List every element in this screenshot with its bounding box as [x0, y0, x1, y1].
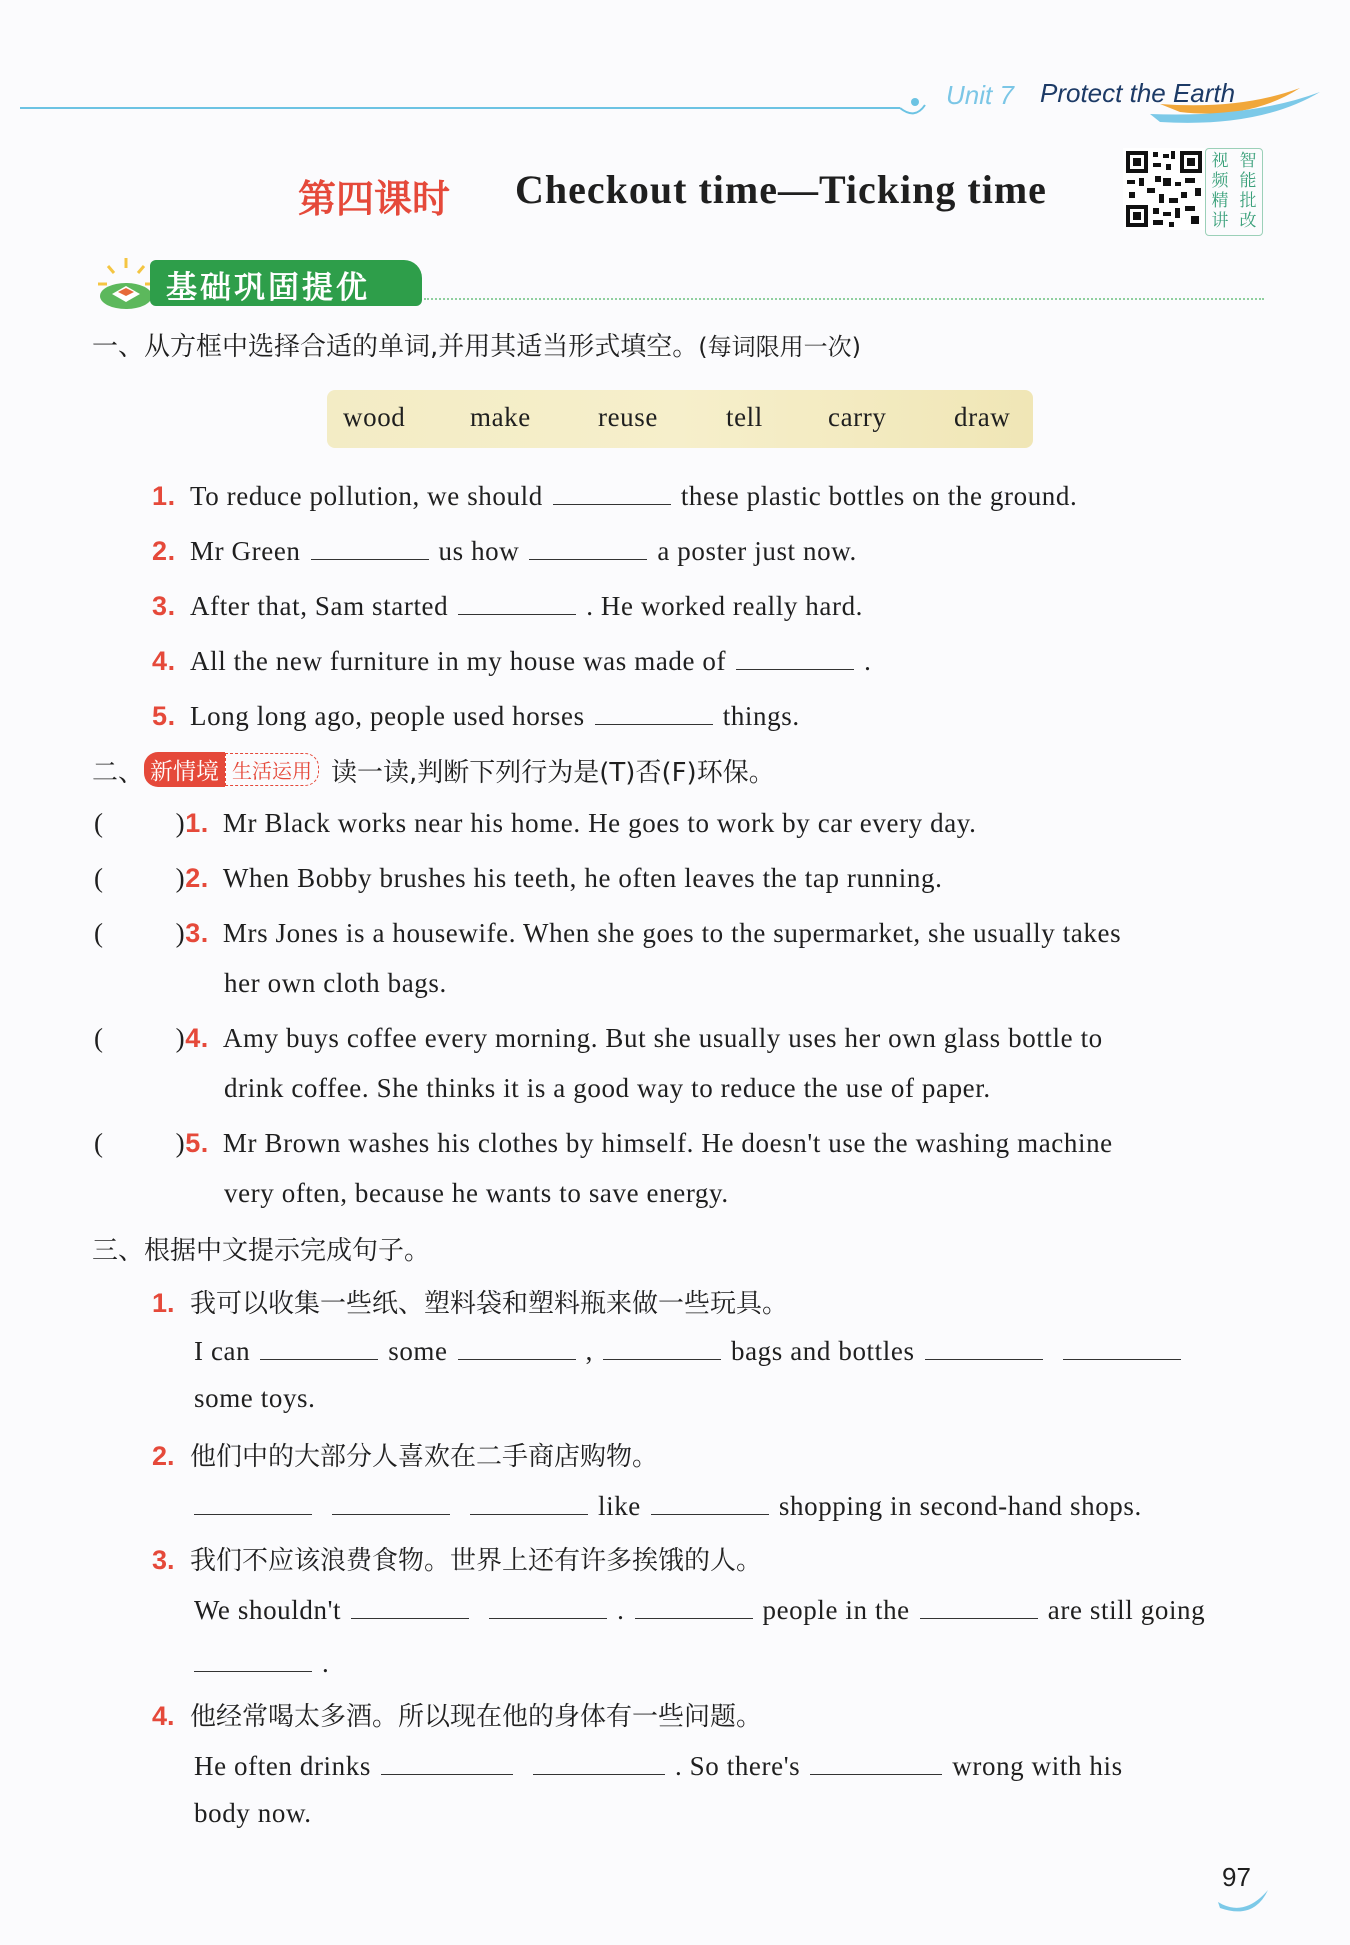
- answer-blank[interactable]: [529, 533, 647, 560]
- part2-item-1: [94, 808, 977, 839]
- item-text-continued: very often, because he wants to save energy.: [224, 1178, 729, 1208]
- chinese-prompt: 我们不应该浪费食物。世界上还有许多挨饿的人。: [190, 1546, 763, 1576]
- answer-paren-close: ): [175, 1023, 186, 1053]
- word-option: tell: [726, 402, 763, 432]
- answer-blank[interactable]: [651, 1488, 769, 1515]
- part3-instruction: 三、根据中文提示完成句子。: [92, 1236, 431, 1266]
- item-text: a poster just now.: [657, 536, 857, 566]
- answer-paren-close: ): [175, 1128, 186, 1158]
- answer-paren-open[interactable]: (: [94, 918, 104, 948]
- item-text: Mr Brown washes his clothes by himself. He doesn't use the washing machine: [222, 1128, 1113, 1158]
- answer-paren-open[interactable]: (: [94, 863, 104, 893]
- answer-blank[interactable]: [260, 1333, 378, 1360]
- item-number: 2.: [185, 863, 209, 893]
- answer-blank[interactable]: [194, 1645, 312, 1672]
- answer-blank[interactable]: [920, 1592, 1038, 1619]
- answer-paren-open[interactable]: (: [94, 808, 104, 838]
- item-text: .: [617, 1595, 625, 1625]
- item-number: 3.: [152, 1545, 175, 1575]
- part3-item-2-cn: [152, 1436, 658, 1473]
- item-text: bags and bottles: [730, 1336, 915, 1366]
- answer-blank[interactable]: [603, 1333, 721, 1360]
- answer-blank[interactable]: [925, 1333, 1043, 1360]
- word-option: wood: [343, 402, 406, 432]
- item-number: 3.: [152, 591, 176, 621]
- answer-paren-close: ): [175, 808, 186, 838]
- item-number: 1.: [152, 1288, 175, 1318]
- answer-blank[interactable]: [458, 1333, 576, 1360]
- item-text: these plastic bottles on the ground.: [680, 481, 1078, 511]
- answer-blank[interactable]: [810, 1748, 942, 1775]
- item-text: some: [388, 1336, 448, 1366]
- part3-item-4-cn: [152, 1696, 762, 1733]
- item-number: 3.: [185, 918, 209, 948]
- part1-item-5: [152, 698, 800, 732]
- part3-item-3-en-cont: [184, 1645, 329, 1679]
- item-text: After that, Sam started: [190, 591, 449, 621]
- chinese-prompt: 他经常喝太多酒。所以现在他的身体有一些问题。: [190, 1702, 763, 1732]
- item-text-continued: her own cloth bags.: [224, 968, 447, 998]
- item-text: .: [864, 646, 872, 676]
- part1-item-3: [152, 588, 863, 622]
- qr-label-char: 频: [1211, 171, 1229, 191]
- part3-item-3-en: [194, 1592, 1205, 1626]
- qr-label-char: 改: [1239, 211, 1257, 231]
- item-text: ,: [585, 1336, 593, 1366]
- answer-blank[interactable]: [553, 478, 671, 505]
- part2-instruction: [92, 752, 775, 789]
- item-text: To reduce pollution, we should: [190, 481, 543, 511]
- part1-instruction: [92, 326, 861, 363]
- item-text: .: [322, 1648, 330, 1678]
- item-text: wrong with his: [952, 1751, 1123, 1781]
- page-number: 97: [1222, 1862, 1251, 1892]
- answer-blank[interactable]: [595, 698, 713, 725]
- qr-label-char: 智: [1239, 151, 1257, 171]
- item-text: us how: [438, 536, 520, 566]
- answer-paren-close: ): [175, 918, 186, 948]
- qr-label-char: 精: [1211, 191, 1229, 211]
- qr-label-char: 能: [1239, 171, 1257, 191]
- word-option: make: [470, 402, 531, 432]
- item-text: Mr Green: [190, 536, 301, 566]
- item-number: 4.: [152, 1701, 175, 1731]
- item-text: are still going: [1047, 1595, 1206, 1625]
- life-use-tag: 生活运用: [225, 753, 319, 786]
- item-text: shopping in second-hand shops.: [778, 1491, 1142, 1521]
- part3-item-4-en: [194, 1748, 1123, 1782]
- part2-item-5: [94, 1128, 1113, 1159]
- part2-instruction-text: 读一读,判断下列行为是(T)否(F)环保。: [331, 758, 775, 788]
- part3-item-2-en: [184, 1488, 1142, 1522]
- lesson-title-en: Checkout time—Ticking time: [515, 167, 1047, 212]
- qr-label-char: 批: [1239, 191, 1257, 211]
- item-text: things.: [722, 701, 800, 731]
- item-number: 2.: [152, 536, 176, 566]
- part2-prefix: 二、: [92, 758, 145, 788]
- item-text-continued: body now.: [194, 1798, 312, 1828]
- item-text: I can: [194, 1336, 251, 1366]
- item-text: When Bobby brushes his teeth, he often leaves the tap running.: [222, 863, 943, 893]
- answer-paren-close: ): [175, 863, 186, 893]
- part2-item-4: [94, 1023, 1103, 1054]
- item-text: Mrs Jones is a housewife. When she goes to the supermarket, she usually takes: [222, 918, 1122, 948]
- unit-title: Protect the Earth: [1040, 78, 1236, 108]
- lesson-title-cn: 第四课时: [298, 176, 451, 221]
- item-number: 2.: [152, 1441, 175, 1471]
- part1-note: (每词限用一次): [698, 333, 861, 361]
- item-text: We shouldn't: [194, 1595, 342, 1625]
- part2-item-2: [94, 863, 942, 894]
- part1-item-2: [152, 533, 857, 567]
- item-text: people in the: [762, 1595, 910, 1625]
- item-number: 5.: [152, 701, 176, 731]
- answer-blank[interactable]: [489, 1592, 607, 1619]
- part1-item-4: [152, 643, 871, 677]
- answer-blank[interactable]: [458, 588, 576, 615]
- item-text: . So there's: [674, 1751, 801, 1781]
- item-number: 1.: [185, 808, 209, 838]
- qr-code[interactable]: [1123, 148, 1205, 230]
- answer-blank[interactable]: [381, 1748, 513, 1775]
- answer-blank[interactable]: [1063, 1333, 1181, 1360]
- sun-book-icon: [96, 256, 156, 312]
- section-divider: [424, 298, 1264, 300]
- answer-blank[interactable]: [533, 1748, 665, 1775]
- item-number: 4.: [152, 646, 176, 676]
- part1-instruction-text: 一、从方框中选择合适的单词,并用其适当形式填空。: [92, 332, 699, 362]
- item-number: 1.: [152, 481, 176, 511]
- item-text-continued: drink coffee. She thinks it is a good way to reduce the use of paper.: [224, 1073, 991, 1103]
- item-text: Amy buys coffee every morning. But she usually uses her own glass bottle to: [222, 1023, 1103, 1053]
- item-text: Mr Black works near his home. He goes to work by car every day.: [222, 808, 977, 838]
- answer-blank[interactable]: [311, 533, 429, 560]
- part3-item-1-en: [194, 1333, 1191, 1367]
- qr-label-box: [1205, 148, 1263, 236]
- page-number-swoosh: [1214, 1880, 1274, 1920]
- new-context-tag: 新情境: [144, 752, 225, 787]
- answer-blank[interactable]: [470, 1488, 588, 1515]
- chinese-prompt: 他们中的大部分人喜欢在二手商店购物。: [190, 1442, 659, 1472]
- item-text: like: [598, 1491, 641, 1521]
- word-option: draw: [954, 402, 1011, 432]
- answer-blank[interactable]: [351, 1592, 469, 1619]
- qr-label-char: 视: [1211, 151, 1229, 171]
- word-box: [327, 390, 1033, 448]
- qr-label-char: 讲: [1211, 211, 1229, 231]
- part1-item-1: [152, 478, 1077, 512]
- word-option: reuse: [598, 402, 658, 432]
- item-text: He often drinks: [194, 1751, 371, 1781]
- part3-item-1-cn: [152, 1283, 788, 1320]
- part2-item-3: [94, 918, 1121, 949]
- item-text-continued: some toys.: [194, 1383, 316, 1413]
- item-number: 5.: [185, 1128, 209, 1158]
- answer-paren-open[interactable]: (: [94, 1023, 104, 1053]
- item-text: . He worked really hard.: [586, 591, 864, 621]
- answer-blank[interactable]: [194, 1488, 312, 1515]
- answer-blank[interactable]: [736, 643, 854, 670]
- answer-paren-open[interactable]: (: [94, 1128, 104, 1158]
- item-text: Long long ago, people used horses: [190, 701, 585, 731]
- answer-blank[interactable]: [635, 1592, 753, 1619]
- chinese-prompt: 我可以收集一些纸、塑料袋和塑料瓶来做一些玩具。: [190, 1289, 789, 1319]
- answer-blank[interactable]: [332, 1488, 450, 1515]
- item-text: All the new furniture in my house was made of: [190, 646, 727, 676]
- item-number: 4.: [185, 1023, 209, 1053]
- qr-code-pattern: [1123, 148, 1205, 230]
- section-banner-text: 基础巩固提优: [166, 270, 370, 306]
- word-option: carry: [828, 402, 887, 432]
- unit-label: Unit 7: [946, 80, 1014, 110]
- part3-item-3-cn: [152, 1540, 762, 1577]
